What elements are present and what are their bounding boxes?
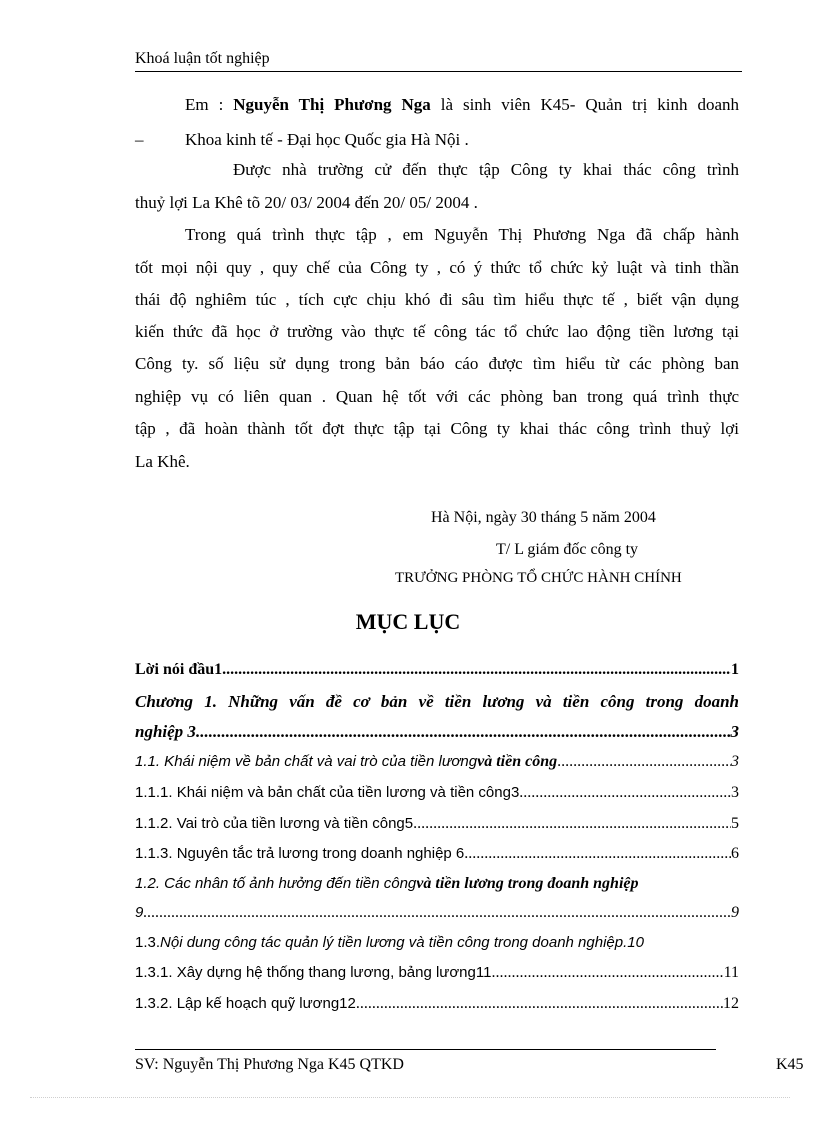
letter-line-11: tập , đã hoàn thành tốt đợt thực tập tại Công ty khai thác công trình thuỷ lợi bbox=[135, 419, 739, 438]
toc-label: 1.2. Các nhân tố ảnh hưởng đến tiền công bbox=[135, 875, 417, 892]
letter-line-10: nghiệp vụ có liên quan . Quan hệ tốt với các phòng ban trong quá trình thực bbox=[135, 387, 739, 406]
signature-department: TRƯỞNG PHÒNG TỔ CHỨC HÀNH CHÍNH bbox=[395, 570, 682, 586]
toc-page-number: 9 bbox=[731, 904, 739, 921]
toc-label: nghiệp 3 bbox=[135, 722, 196, 741]
footer-class-code: K45 bbox=[776, 1056, 804, 1073]
toc-row-chapter-1-cont bbox=[135, 722, 739, 742]
toc-row-chapter-1: Chương 1. Những vấn đề cơ bản về tiền lương và tiền công trong doanh bbox=[135, 692, 739, 711]
student-name: Nguyễn Thị Phương Nga bbox=[233, 95, 431, 114]
footer-student: SV: Nguyễn Thị Phương Nga K45 QTKD bbox=[135, 1056, 404, 1073]
letter-line-5: Trong quá trình thực tập , em Nguyễn Thị Phương Nga đã chấp hành bbox=[185, 225, 739, 244]
toc-page-number: 1 bbox=[731, 661, 739, 678]
toc-row-1-2 bbox=[135, 875, 739, 893]
toc-label: 1.1.1. Khái niệm và bản chất của tiền lương và tiền công3 bbox=[135, 784, 520, 801]
toc-row-intro bbox=[135, 661, 739, 679]
header-rule bbox=[135, 71, 742, 72]
toc-row-1-3-2 bbox=[135, 995, 739, 1013]
toc-row-1-1-1 bbox=[135, 784, 739, 802]
toc-label: 1.3.2. Lập kế hoạch quỹ lương12 bbox=[135, 995, 356, 1012]
letter-line-3: Được nhà trường cử đến thực tập Công ty khai thác công trình bbox=[233, 160, 739, 179]
toc-row-1-2-cont bbox=[135, 904, 739, 922]
letter-prefix: Em : bbox=[185, 95, 234, 114]
signature-place-date: Hà Nội, ngày 30 tháng 5 năm 2004 bbox=[431, 509, 656, 526]
toc-row-1-3-1 bbox=[135, 964, 739, 982]
toc-label: 1.1. Khái niệm về bản chất và vai trò của tiền lương bbox=[135, 753, 478, 770]
toc-page-number: 6 bbox=[731, 845, 739, 862]
toc-page-number: 3 bbox=[731, 753, 739, 770]
toc-label: Lời nói đầu1 bbox=[135, 661, 223, 678]
letter-line-1 bbox=[185, 95, 739, 115]
toc-page-number: 5 bbox=[731, 815, 739, 832]
letter-line-9: Công ty. số liệu sử dụng trong bản báo cáo được tìm hiểu từ các phòng ban bbox=[135, 354, 739, 373]
toc-label: 9 bbox=[135, 904, 144, 921]
toc-row-1-3 bbox=[135, 934, 739, 951]
letter-line-6: tốt mọi nội quy , quy chế của Công ty , có ý thức tổ chức kỷ luật và tinh thần bbox=[135, 258, 739, 277]
toc-title: MỤC LỤC bbox=[355, 609, 461, 634]
letter-dash: – bbox=[135, 130, 144, 149]
toc-label: 1.1.2. Vai trò của tiền lương và tiền công5 bbox=[135, 815, 414, 832]
toc-row-1-1 bbox=[135, 753, 739, 771]
footer-rule bbox=[135, 1049, 716, 1050]
toc-row-1-1-3 bbox=[135, 845, 739, 863]
toc-label-bold: và tiền công bbox=[477, 753, 558, 770]
page-bottom-border bbox=[30, 1097, 790, 1098]
toc-label: 1.3.1. Xây dựng hệ thống thang lương, bảng lương11 bbox=[135, 964, 492, 981]
toc-page-number: .10 bbox=[623, 934, 644, 951]
letter-line-12: La Khê. bbox=[135, 452, 190, 471]
toc-label: 1.3. bbox=[135, 934, 161, 951]
toc-page-number: 3 bbox=[730, 722, 739, 741]
page-header-title: Khoá luận tốt nghiệp bbox=[135, 50, 270, 67]
toc-label-bold: và tiền lương trong đoanh nghiệp bbox=[416, 875, 639, 892]
letter-line-2: Khoa kinh tế - Đại học Quốc gia Hà Nội . bbox=[185, 130, 469, 149]
toc-page-number: 12 bbox=[723, 995, 739, 1012]
toc-label: 1.1.3. Nguyên tắc trả lương trong doanh nghiệp 6 bbox=[135, 845, 465, 862]
signature-role: T/ L giám đốc công ty bbox=[496, 541, 639, 558]
toc-label-italic: Nội dung công tác quản lý tiền lương và tiền công trong doanh nghiệp bbox=[160, 934, 624, 951]
letter-line-1-rest: là sinh viên K45- Quản trị kinh doanh bbox=[430, 95, 739, 114]
letter-line-7: thái độ nghiêm túc , tích cực chịu khó đi sâu tìm hiểu thực tế , biết vận dụng bbox=[135, 290, 739, 309]
toc-page-number: 3 bbox=[731, 784, 739, 801]
toc-row-1-1-2 bbox=[135, 815, 739, 833]
letter-line-8: kiến thức đã học ở trường vào thực tế công tác tổ chức lao động tiền lương tại bbox=[135, 322, 739, 341]
toc-page-number: 11 bbox=[723, 964, 739, 981]
letter-line-4: thuỷ lợi La Khê tõ 20/ 03/ 2004 đến 20/ 05/ 2004 . bbox=[135, 193, 478, 212]
